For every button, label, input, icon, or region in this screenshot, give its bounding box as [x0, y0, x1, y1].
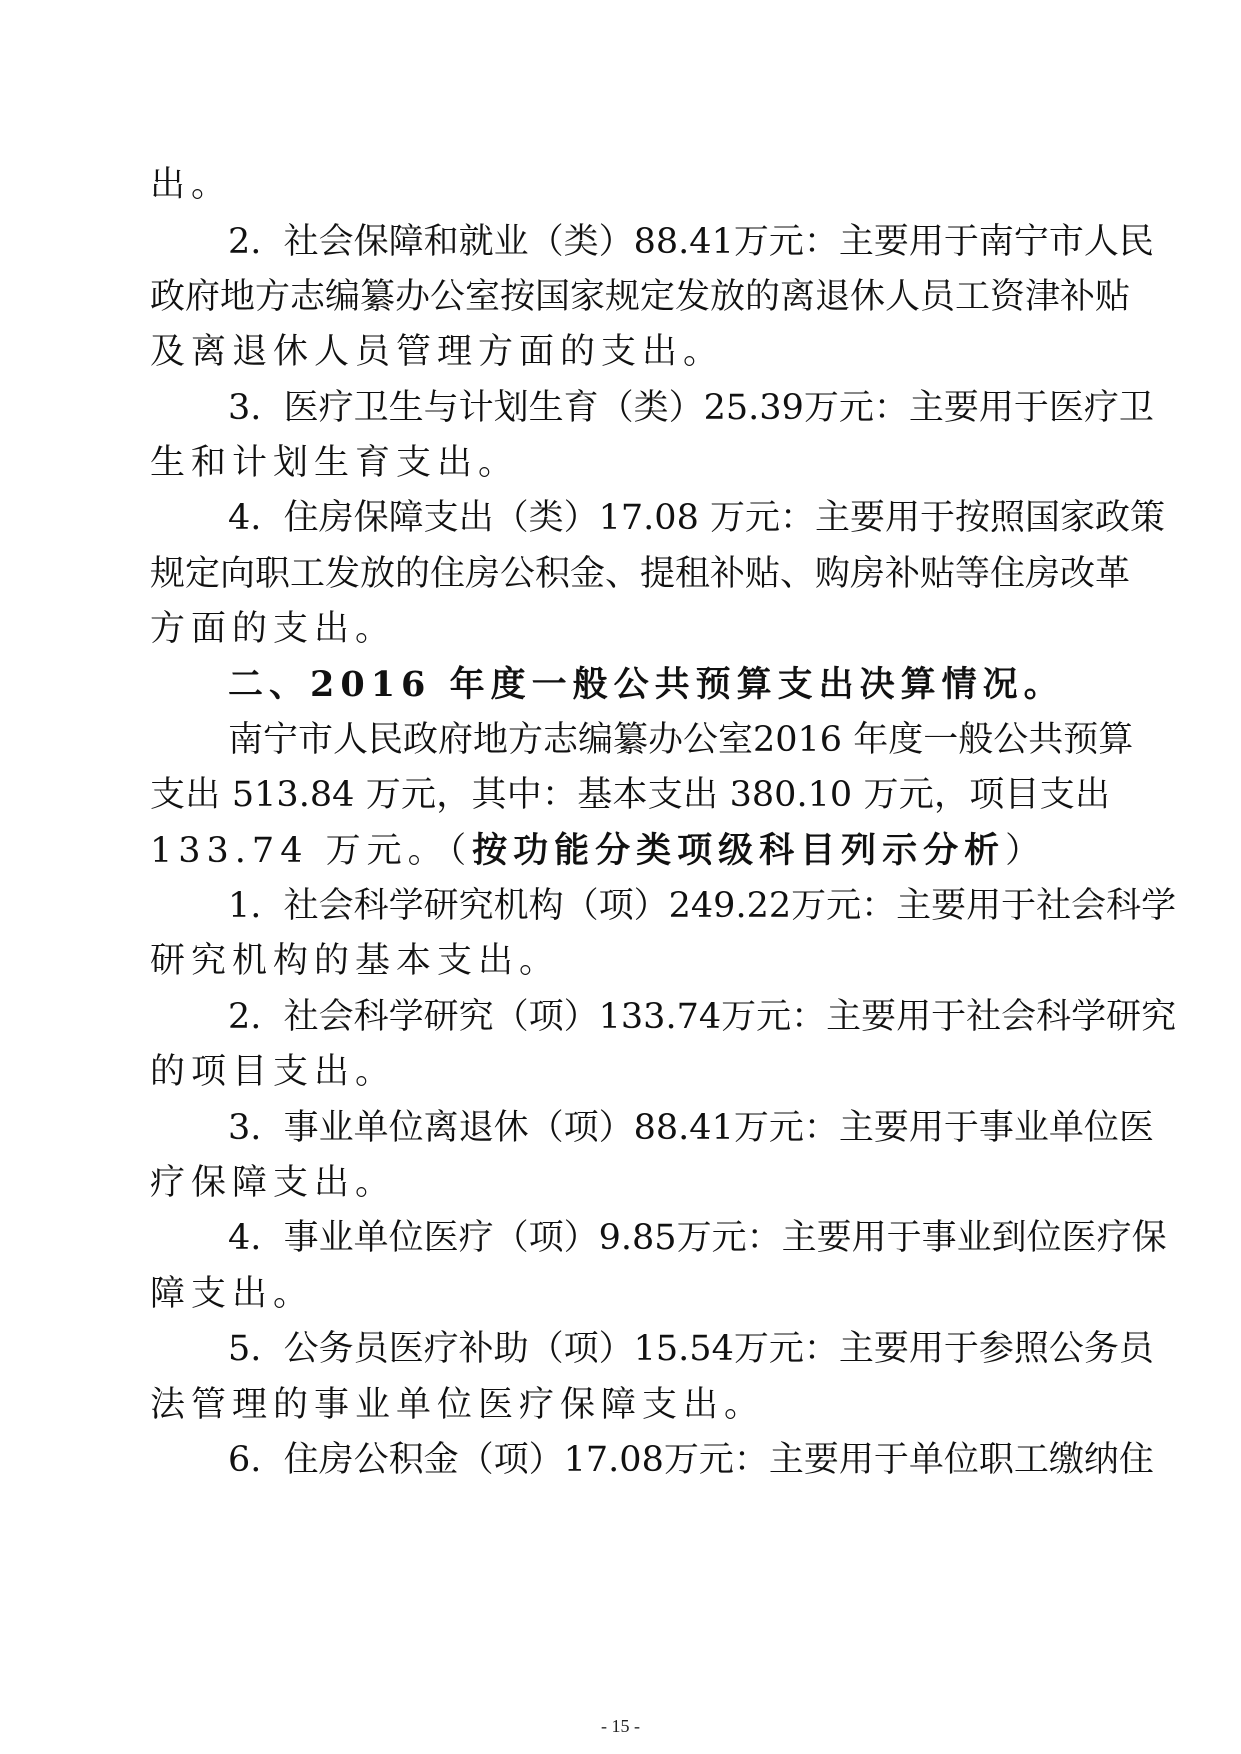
- text-line: 的项目支出。: [150, 1052, 397, 1092]
- text-line: 4. 事业单位医疗（项）9.85万元：主要用于事业到位医疗保: [228, 1218, 1167, 1258]
- text-line: 方面的支出。: [150, 609, 397, 649]
- text-line: 及离退休人员管理方面的支出。: [150, 332, 725, 372]
- text-fragment: 133.74 万元。（: [150, 831, 473, 871]
- text-line: 生和计划生育支出。: [150, 443, 520, 483]
- section-heading: 二、2016 年度一般公共预算支出决算情况。: [228, 664, 1065, 705]
- text-line: 6. 住房公积金（项）17.08万元：主要用于单位职工缴纳住: [228, 1440, 1154, 1480]
- text-line: 支出 513.84 万元，其中：基本支出 380.10 万元，项目支出: [150, 775, 1110, 815]
- text-line: [150, 826, 1110, 876]
- text-line: 法管理的事业单位医疗保障支出。: [150, 1385, 766, 1425]
- text-line: 规定向职工发放的住房公积金、提租补贴、购房补贴等住房改革: [150, 554, 1131, 594]
- text-fragment: ）: [1005, 831, 1047, 871]
- text-line: 障支出。: [150, 1274, 315, 1314]
- text-line: 2. 社会保障和就业（类）88.41万元：主要用于南宁市人民: [228, 222, 1154, 262]
- text-line: 5. 公务员医疗补助（项）15.54万元：主要用于参照公务员: [228, 1329, 1154, 1369]
- text-line: 政府地方志编纂办公室按国家规定发放的离退休人员工资津补贴: [150, 277, 1131, 317]
- page-number: - 15 -: [601, 1716, 640, 1736]
- text-line: 2. 社会科学研究（项）133.74万元：主要用于社会科学研究: [228, 997, 1177, 1037]
- text-line: 3. 医疗卫生与计划生育（类）25.39万元：主要用于医疗卫: [228, 388, 1154, 428]
- text-line: 1. 社会科学研究机构（项）249.22万元：主要用于社会科学: [228, 886, 1177, 926]
- text-line: 4. 住房保障支出（类）17.08 万元：主要用于按照国家政策: [228, 498, 1165, 538]
- text-line: 研究机构的基本支出。: [150, 941, 561, 981]
- text-line: 3. 事业单位离退休（项）88.41万元：主要用于事业单位医: [228, 1108, 1154, 1148]
- text-line: 南宁市人民政府地方志编纂办公室2016 年度一般公共预算: [228, 720, 1134, 760]
- bold-fragment: 按功能分类项级科目列示分析: [472, 830, 1006, 871]
- text-line: 疗保障支出。: [150, 1163, 397, 1203]
- text-line: 出。: [150, 165, 233, 205]
